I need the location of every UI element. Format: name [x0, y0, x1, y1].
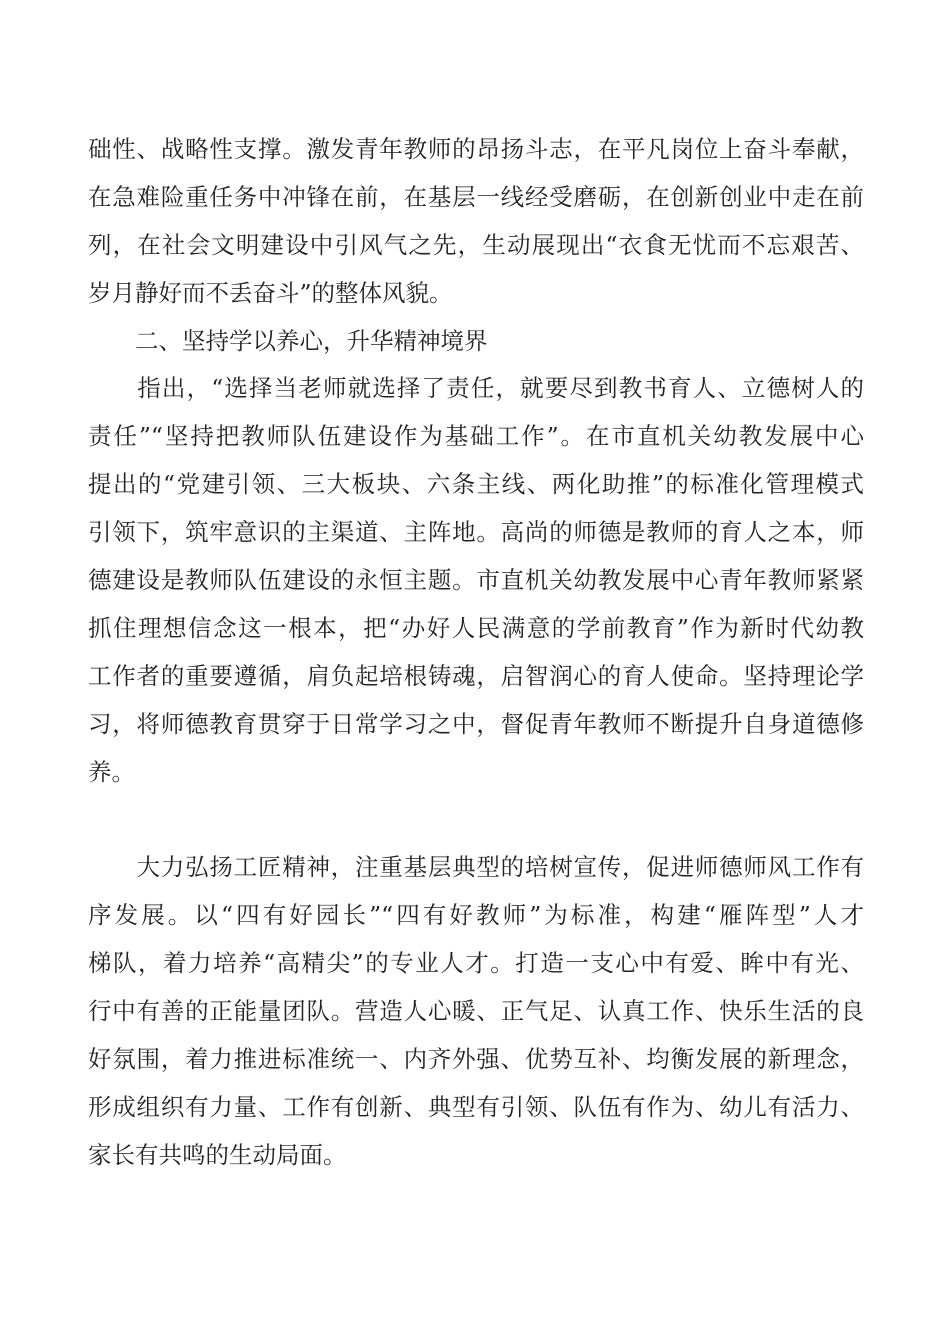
section-heading: 二、坚持学以养心，升华精神境界: [88, 326, 488, 355]
text-line: 德建设是教师队伍建设的永恒主题。市直机关幼教发展中心青年教师紧紧: [88, 566, 864, 595]
text-line: 形成组织有力量、工作有创新、典型有引领、队伍有作为、幼儿有活力、: [88, 1092, 864, 1121]
text-line: 养。: [88, 757, 135, 786]
text-line: 好氛围，着力推进标准统一、内齐外强、优势互补、均衡发展的新理念，: [88, 1044, 864, 1073]
text-line: 工作者的重要遵循，肩负起培根铸魂，启智润心的育人使命。坚持理论学: [88, 661, 864, 690]
blank-line: [88, 796, 864, 844]
text-line: 础性、战略性支撑。激发青年教师的昂扬斗志，在平凡岗位上奋斗奉献，: [88, 135, 864, 163]
text-line: 家长有共鸣的生动局面。: [88, 1140, 347, 1169]
text-line: 在急难险重任务中冲锋在前，在基层一线经受磨砺，在创新创业中走在前: [88, 182, 864, 211]
text-line: 提出的“党建引领、三大板块、六条主线、两化助推”的标准化管理模式: [88, 470, 864, 499]
text-line: 序发展。以“四有好园长”“四有好教师”为标准，构建“雁阵型”人才: [88, 901, 864, 930]
text-line: 抓住理想信念这一根本，把“办好人民满意的学前教育”作为新时代幼教: [88, 613, 864, 642]
text-line: 习，将师德教育贯穿于日常学习之中，督促青年教师不断提升自身道德修: [88, 709, 864, 738]
text-line: 梯队，着力培养“高精尖”的专业人才。打造一支心中有爱、眸中有光、: [88, 949, 864, 978]
text-line: 引领下，筑牢意识的主渠道、主阵地。高尚的师德是教师的育人之本，师: [88, 518, 864, 547]
text-line: 列，在社会文明建设中引风气之先，生动展现出“衣食无忧而不忘艰苦、: [88, 230, 864, 259]
text-line: 责任”“坚持把教师队伍建设作为基础工作”。在市直机关幼教发展中心: [88, 422, 864, 451]
text-line: 大力弘扬工匠精神，注重基层典型的培树宣传，促进师德师风工作有: [88, 853, 864, 882]
text-line: 岁月静好而不丢奋斗”的整体风貌。: [88, 278, 453, 307]
text-line: 指出，“选择当老师就选择了责任，就要尽到教书育人、立德树人的: [88, 374, 864, 403]
document-body: [88, 126, 864, 1180]
text-line: 行中有善的正能量团队。营造人心暖、正气足、认真工作、快乐生活的良: [88, 997, 864, 1026]
